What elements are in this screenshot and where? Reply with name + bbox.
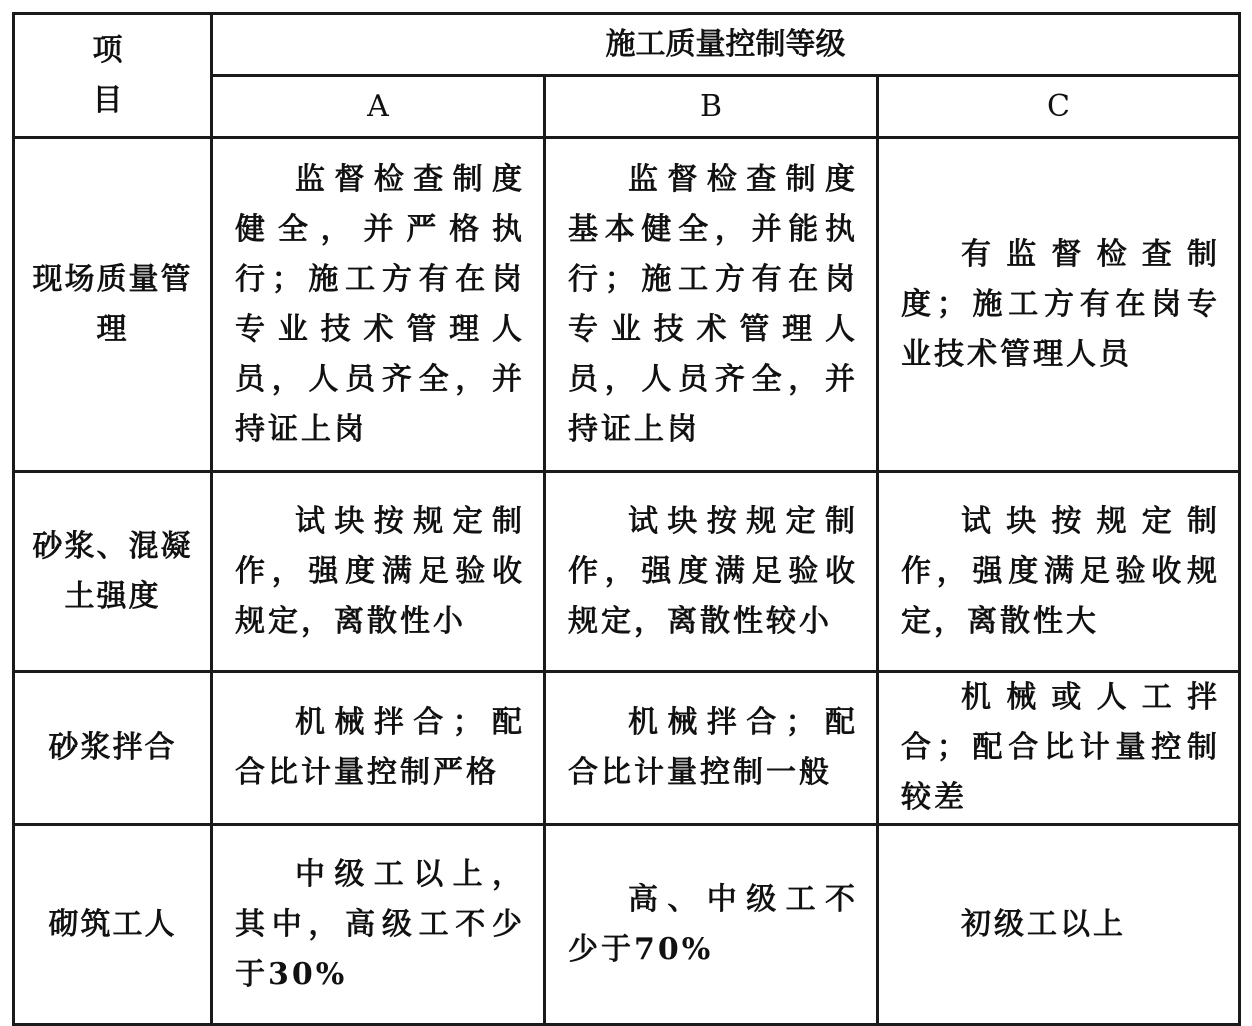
row-item-mortar-mixing: 砂浆拌合 — [14, 672, 212, 825]
cell-grade-a: 机械拌合；配合比计量控制严格 — [212, 672, 545, 825]
cell-grade-a: 监督检查制度健全，并严格执行；施工方有在岗专业技术管理人员，人员齐全，并持证上岗 — [212, 138, 545, 472]
cell-grade-c: 初级工以上 — [878, 825, 1240, 1025]
cell-grade-c: 机械或人工拌合；配合比计量控制较差 — [878, 672, 1240, 825]
cell-grade-a: 中级工以上，其中，高级工不少于30% — [212, 825, 545, 1025]
cell-grade-c: 有监督检查制度；施工方有在岗专业技术管理人员 — [878, 138, 1240, 472]
cell-grade-b: 机械拌合；配合比计量控制一般 — [545, 672, 878, 825]
grade-c-header: C — [878, 76, 1240, 138]
header-row-group — [14, 14, 1240, 76]
row-item-masonry-workers: 砌筑工人 — [14, 825, 212, 1025]
cell-grade-b: 高、中级工不少于70% — [545, 825, 878, 1025]
table-row — [14, 825, 1240, 1025]
cell-grade-c: 试块按规定制作，强度满足验收规定，离散性大 — [878, 472, 1240, 672]
item-column-header: 项 目 — [14, 14, 212, 138]
construction-quality-control-grade-table — [12, 12, 1241, 1026]
row-item-mortar-concrete-strength: 砂浆、混凝土强度 — [14, 472, 212, 672]
cell-grade-a: 试块按规定制作，强度满足验收规定，离散性小 — [212, 472, 545, 672]
quality-control-table-wrapper — [12, 12, 1238, 1008]
grade-b-header: B — [545, 76, 878, 138]
grade-a-header: A — [212, 76, 545, 138]
table-row — [14, 472, 1240, 672]
table-row — [14, 138, 1240, 472]
grade-group-header: 施工质量控制等级 — [212, 14, 1240, 76]
row-item-site-quality-management: 现场质量管理 — [14, 138, 212, 472]
cell-grade-b: 监督检查制度基本健全，并能执行；施工方有在岗专业技术管理人员，人员齐全，并持证上岗 — [545, 138, 878, 472]
table-row — [14, 672, 1240, 825]
cell-grade-b: 试块按规定制作，强度满足验收规定，离散性较小 — [545, 472, 878, 672]
